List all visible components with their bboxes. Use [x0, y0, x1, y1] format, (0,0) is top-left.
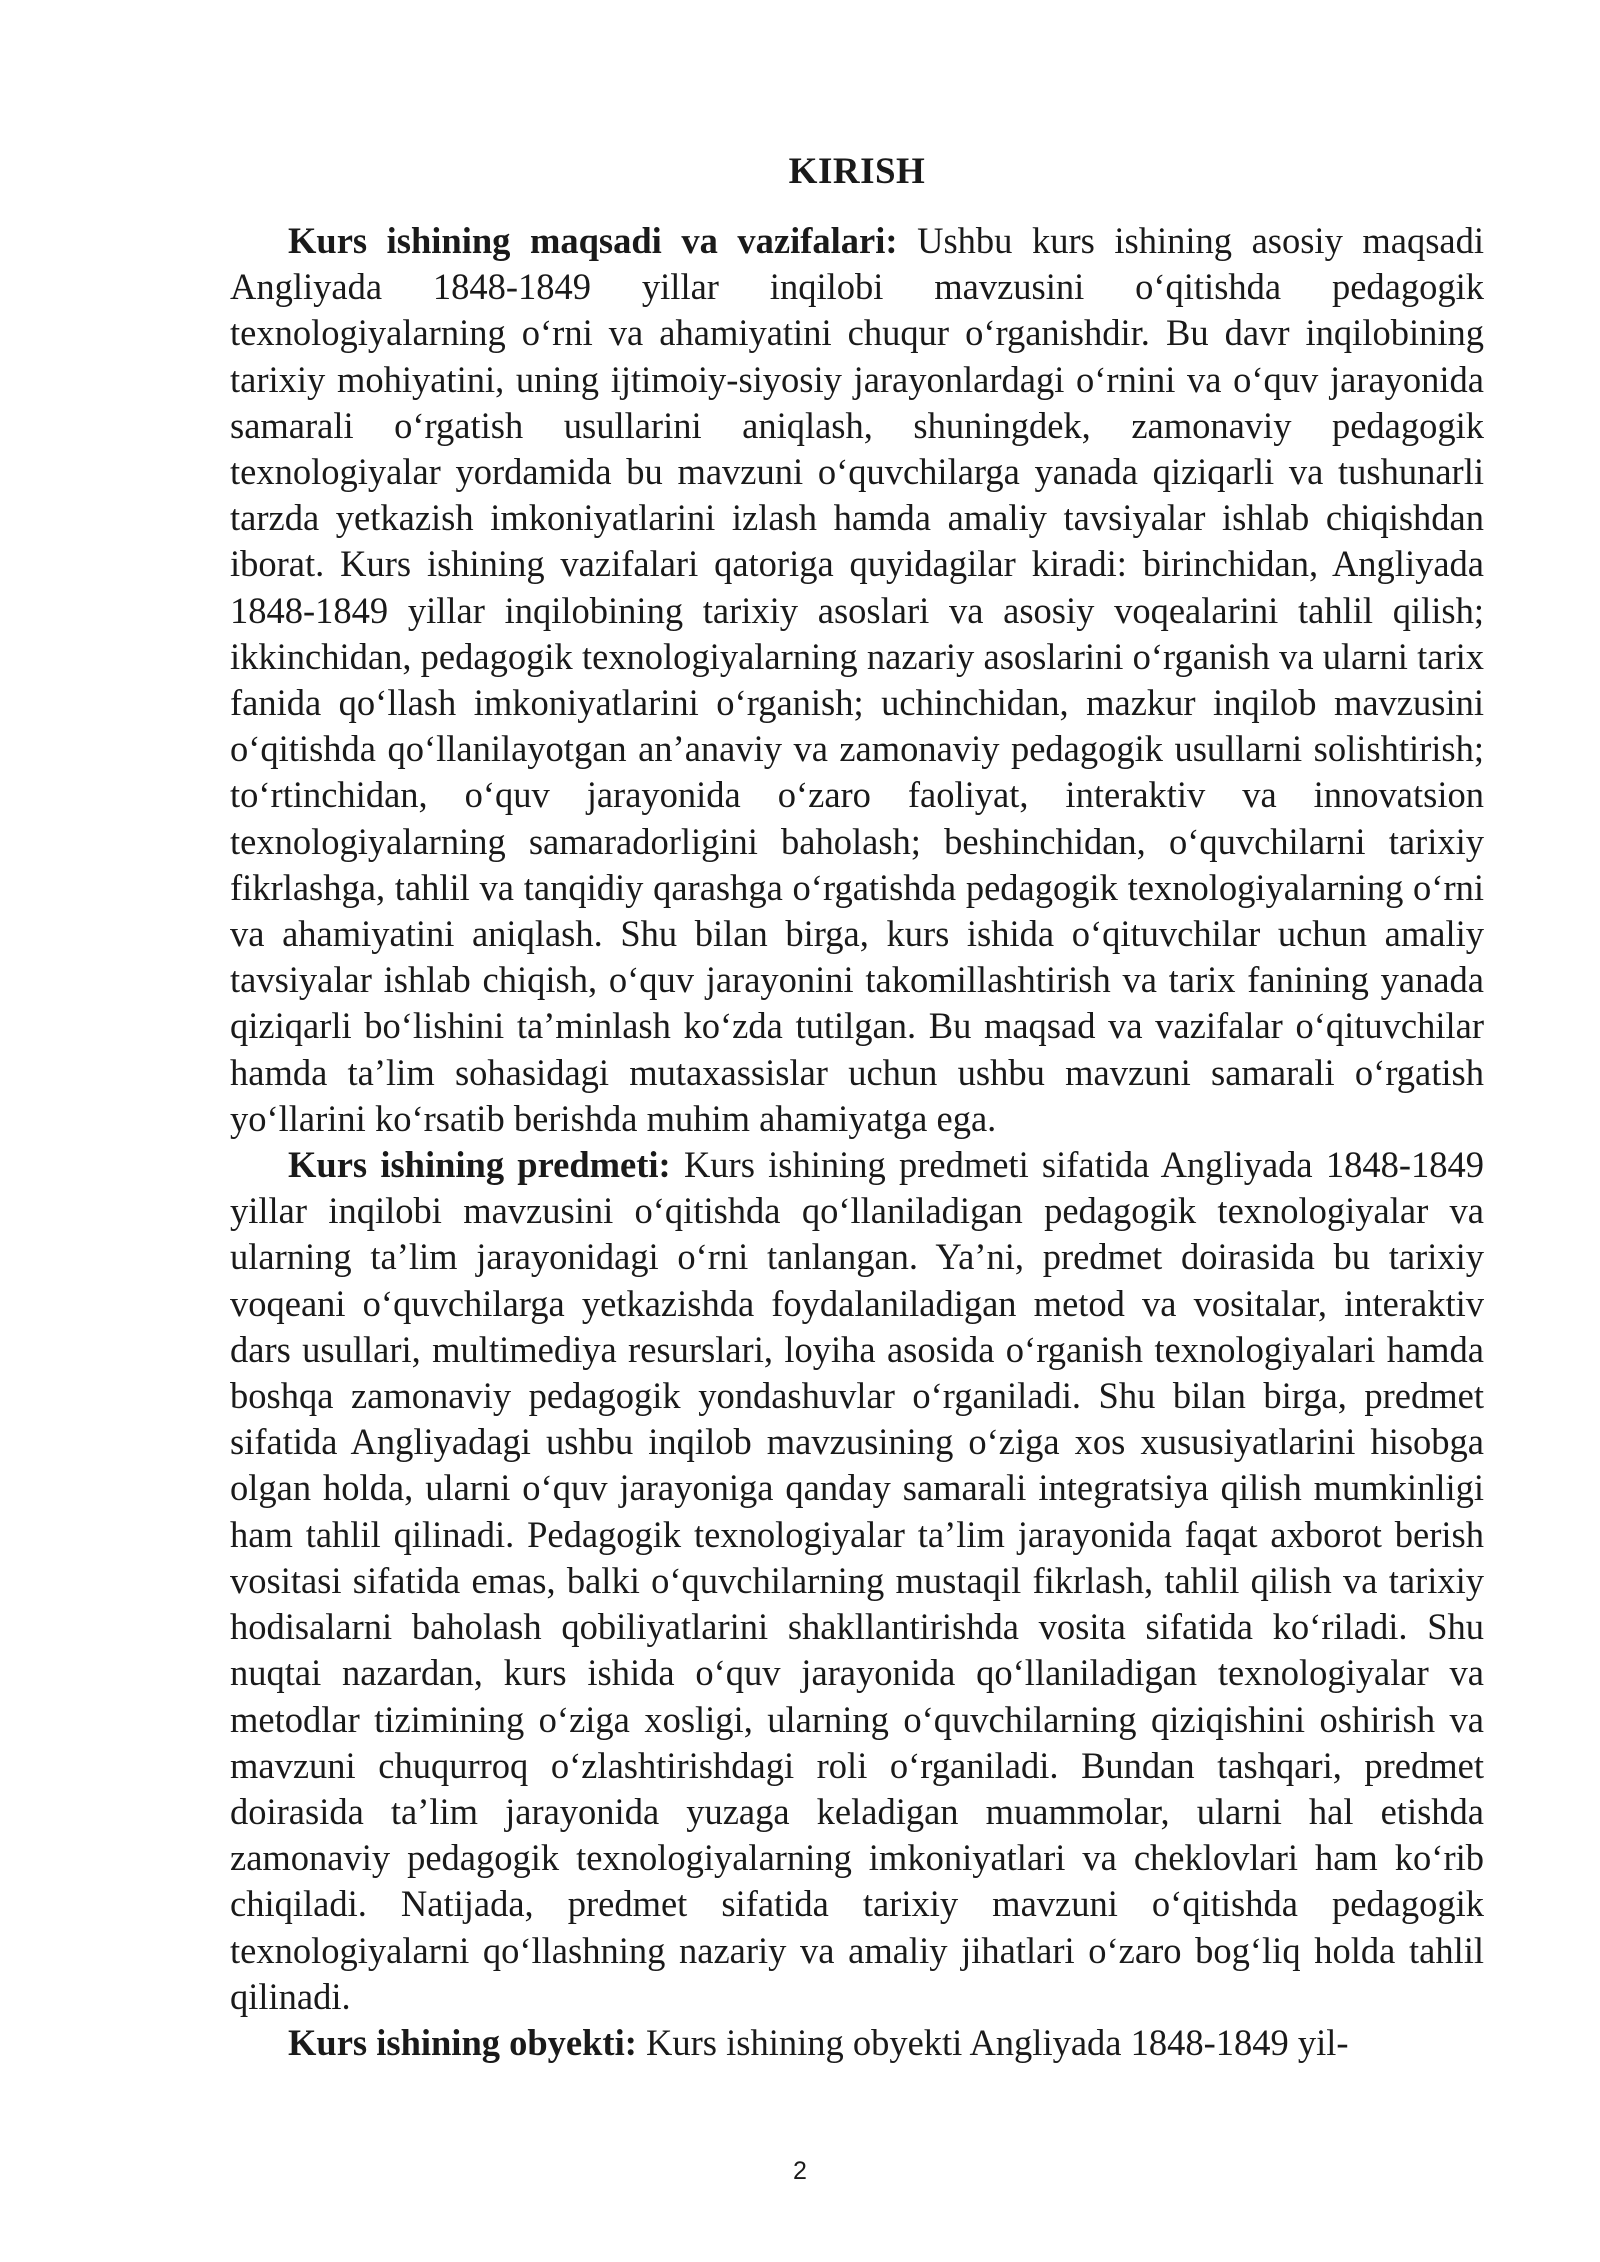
section-object-text: Kurs ishining obyekti Angliyada 1848-1849 yil-	[636, 2021, 1349, 2063]
section-subject	[230, 1142, 1484, 2020]
section-object	[230, 2020, 1484, 2066]
section-object-heading: Kurs ishining obyekti:	[288, 2021, 637, 2063]
section-subject-heading: Kurs ishining predmeti:	[288, 1144, 671, 1186]
document-page	[230, 148, 1484, 2066]
section-purpose-text: Ushbu kurs ishining asosiy maqsadi Angliyada 1848-1849 yillar inqilobi mavzusini o‘qitishda pedagogik texnologiyalarning o‘rni va ahamiyatini chuqur o‘rganishdir. Bu davr inqilobining tarixiy mohiyatini, uning ijtimoiy-siyosiy jarayonlardagi o‘rnini va o‘quv jarayonida samarali o‘rgatish usullarini aniqlash, shuningdek, zamonaviy pedagogik texnologiyalar yordamida bu mavzuni o‘quvchilarga yanada qiziqarli va tushunarli tarzda yetkazish imkoniyatlarini izlash hamda amaliy tavsiyalar ishlab chiqishdan iborat. Kurs ishining vazifalari qatoriga quyidagilar kiradi: birinchidan, Angliyada 1848-1849 yillar inqilobining tarixiy asoslari va asosiy voqealarini tahlil qilish; ikkinchidan, pedagogik texnologiyalarning nazariy asoslarini o‘rganish va ularni tarix fanida qo‘llash imkoniyatlarini o‘rganish; uchinchidan, mazkur inqilob mavzusini o‘qitishda qo‘llanilayotgan an’anaviy va zamonaviy pedagogik usullarni solishtirish; to‘rtinchidan, o‘quv jarayonida o‘zaro faoliyat, interaktiv va innovatsion texnologiyalarning samaradorligini baholash; beshinchidan, o‘quvchilarni tarixiy fikrlashga, tahlil va tanqidiy qarashga o‘rgatishda pedagogik texnologiyalarning o‘rni va ahamiyatini aniqlash. Shu bilan birga, kurs ishida o‘qituvchilar uchun amaliy tavsiyalar ishlab chiqish, o‘quv jarayonini takomillashtirish va tarix fanining yanada qiziqarli bo‘lishini ta’minlash ko‘zda tutilgan. Bu maqsad va vazifalar o‘qituvchilar hamda ta’lim sohasidagi mutaxassislar uchun ushbu mavzuni samarali o‘rgatish yo‘llarini ko‘rsatib berishda muhim ahamiyatga ega.	[230, 220, 1485, 1139]
section-purpose	[230, 218, 1484, 1142]
page-title: KIRISH	[788, 151, 926, 192]
section-subject-text: Kurs ishining predmeti sifatida Angliyada 1848-1849 yillar inqilobi mavzusini o‘qitishda qo‘llaniladigan pedagogik texnologiyalar va ularning ta’lim jarayonidagi o‘rni tanlangan. Ya’ni, predmet doirasida bu tarixiy voqeani o‘quvchilarga yetkazishda foydalaniladigan metod va vositalar, interaktiv dars usullari, multimediya resurslari, loyiha asosida o‘rganish texnologiyalari hamda boshqa zamonaviy pedagogik yondashuvlar o‘rganiladi. Shu bilan birga, predmet sifatida Angliyadagi ushbu inqilob mavzusining o‘ziga xos xususiyatlarini hisobga olgan holda, ularni o‘quv jarayoniga qanday samarali integratsiya qilish mumkinligi ham tahlil qilinadi. Pedagogik texnologiyalar ta’lim jarayonida faqat axborot berish vositasi sifatida emas, balki o‘quvchilarning mustaqil fikrlash, tahlil qilish va tarixiy hodisalarni baholash qobiliyatlarini shakllantirishda vosita sifatida ko‘riladi. Shu nuqtai nazardan, kurs ishida o‘quv jarayonida qo‘llaniladigan texnologiyalar va metodlar tizimining o‘ziga xosligi, ularning o‘quvchilarning qiziqishini oshirish va mavzuni chuqurroq o‘zlashtirishdagi roli o‘rganiladi. Bundan tashqari, predmet doirasida ta’lim jarayonida yuzaga keladigan muammolar, ularni hal etishda zamonaviy pedagogik texnologiyalarning imkoniyatlari va cheklovlari ham ko‘rib chiqiladi. Natijada, predmet sifatida tarixiy mavzuni o‘qitishda pedagogik texnologiyalarni qo‘llashning nazariy va amaliy jihatlari o‘zaro bog‘liq holda tahlil qilinadi.	[230, 1144, 1484, 2017]
page-number: 2	[793, 2157, 807, 2185]
section-purpose-heading: Kurs ishining maqsadi va vazifalari:	[288, 220, 898, 261]
